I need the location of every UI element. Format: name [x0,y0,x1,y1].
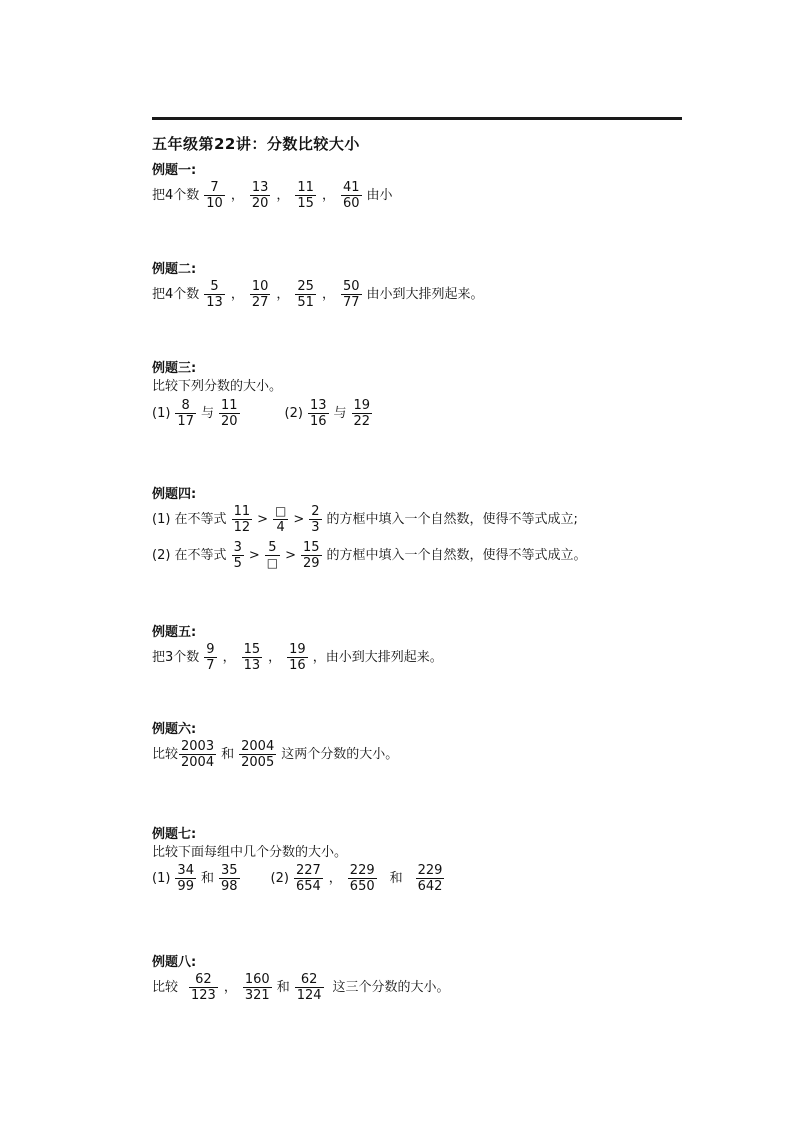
example-5 [152,625,443,673]
fraction: $\frac{19}{22}$ [353,398,371,429]
example-1-prefix: 把4个数 [152,187,200,203]
fraction: $\frac{11}{20}$ [220,398,238,429]
fraction: $\frac{227}{654}$ [295,863,321,894]
example-8-line: 比较 $\frac{62}{123}$ ， $\frac{160}{321}$ 和 $\frac{62}{124}$ 这三个分数的大小。 [152,972,450,1003]
example-5-line: 把3个数 $\frac{9}{7}$ ， $\frac{15}{13}$ ， $\frac{19}{16}$ ，由小到大排列起来。 [152,642,443,673]
document-title: 五年级第22讲：分数比较大小 [152,135,360,153]
fraction: $\frac{□}{4}$ [275,504,287,535]
example-5-title: 例题五: [152,625,197,640]
example-4-part-1: (1) 在不等式 $\frac{11}{12}$ > $\frac{□}{4}$ > $\frac{2}{3}$ 的方框中填入一个自然数，使得不等式成立; [152,504,578,535]
example-7-text: 比较下面每组中几个分数的大小。 [152,845,348,860]
fraction: $\frac{229}{650}$ [349,863,375,894]
fraction: $\frac{7}{10}$ [206,180,223,211]
example-7-problems: (1) $\frac{34}{99}$ 和 $\frac{35}{98}$ (2) $\frac{227}{654}$ ， $\frac{229}{650}$ 和 $\frac{229}{642}$ [152,863,443,894]
fraction: $\frac{2}{3}$ [311,504,320,535]
fraction: $\frac{11}{12}$ [233,504,251,535]
example-3-text: 比较下列分数的大小。 [152,379,283,394]
example-3-problems: (1) $\frac{8}{17}$ 与 $\frac{11}{20}$ (2) $\frac{13}{16}$ 与 $\frac{19}{22}$ [152,398,371,429]
fraction: $\frac{10}{27}$ [251,279,269,310]
example-6 [152,722,398,770]
example-4-part-2: (2) 在不等式 $\frac{3}{5}$ > $\frac{5}{□}$ > $\frac{15}{29}$ 的方框中填入一个自然数，使得不等式成立。 [152,540,587,571]
fraction: $\frac{15}{13}$ [243,642,261,673]
example-1-title: 例题一: [152,163,197,178]
example-4 [152,487,587,571]
fraction: $\frac{5}{□}$ [266,540,279,570]
example-8-title: 例题八: [152,955,197,970]
example-1-line: 把4个数 $\frac{7}{10}$ ， $\frac{13}{20}$ ， $\frac{11}{15}$ ， $\frac{41}{60}$ 由小 [152,180,393,211]
example-6-title: 例题六: [152,722,197,737]
example-7-title: 例题七: [152,827,197,842]
fraction: $\frac{25}{51}$ [297,279,314,310]
fraction: $\frac{8}{17}$ [177,398,194,429]
fraction: $\frac{41}{60}$ [342,180,360,211]
example-4-title: 例题四: [152,487,197,502]
header-rule [152,117,682,120]
example-6-line: 比较 $\frac{2003}{2004}$ 和 $\frac{2004}{2005}$ 这两个分数的大小。 [152,739,399,770]
example-2-line: 把4个数 $\frac{5}{13}$ ， $\frac{10}{27}$ ， $\frac{25}{51}$ ， $\frac{50}{77}$ 由小到大排列起来。 [152,279,484,310]
fraction: $\frac{5}{13}$ [206,279,223,310]
example-2 [152,262,484,310]
example-3-title: 例题三: [152,361,197,376]
fraction: $\frac{62}{123}$ [191,972,216,1003]
example-1-suffix: 由小 [366,187,393,203]
fraction: $\frac{13}{20}$ [251,180,269,211]
fraction: $\frac{9}{7}$ [206,642,215,673]
fraction: $\frac{13}{16}$ [309,398,327,429]
example-3 [152,361,377,429]
example-7 [152,827,449,894]
blank-box: □ [266,556,279,570]
example-1 [152,163,393,211]
fraction: $\frac{62}{124}$ [296,972,322,1003]
fraction: $\frac{15}{29}$ [303,540,320,571]
fraction: $\frac{50}{77}$ [342,279,360,310]
example-2-title: 例题二: [152,262,197,277]
fraction: $\frac{160}{321}$ [244,972,270,1003]
fraction: $\frac{34}{99}$ [177,863,194,894]
fraction: $\frac{2004}{2005}$ [241,739,275,770]
blank-box: □ [275,504,287,518]
fraction: $\frac{11}{15}$ [297,180,314,211]
fraction: $\frac{2003}{2004}$ [181,739,215,770]
fraction: $\frac{19}{16}$ [289,642,306,673]
fraction: $\frac{35}{98}$ [220,863,238,894]
fraction: $\frac{229}{642}$ [417,863,443,894]
example-8 [152,955,450,1003]
fraction: $\frac{3}{5}$ [233,540,242,571]
